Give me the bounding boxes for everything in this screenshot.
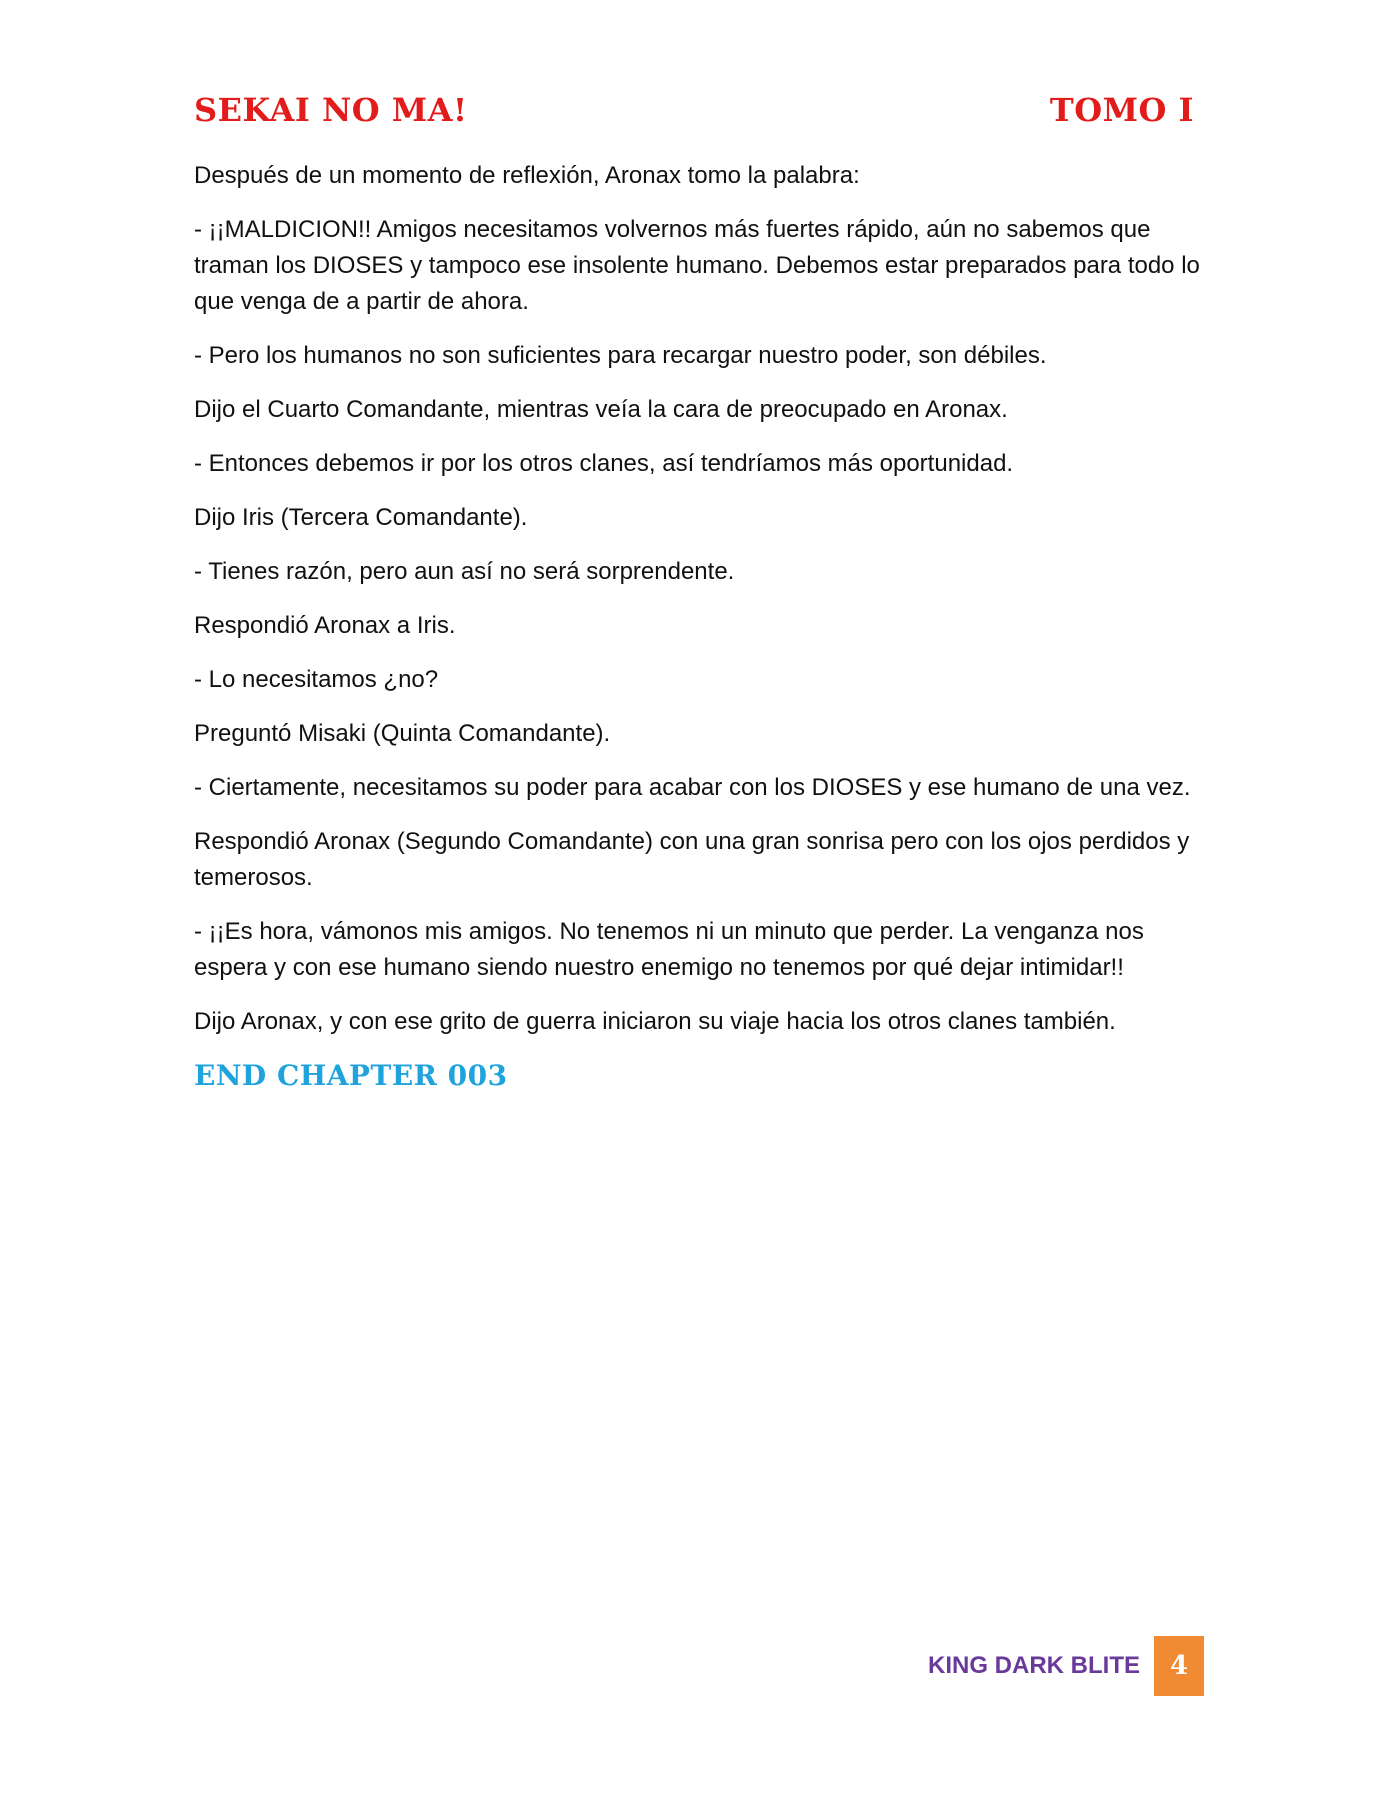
paragraph: - Lo necesitamos ¿no? [194, 666, 439, 693]
paragraph: Dijo el Cuarto Comandante, mientras veía la cara de preocupado en Aronax. [194, 396, 1008, 423]
page-footer [928, 1636, 1204, 1696]
volume-label: TOMO I [1049, 91, 1194, 129]
paragraph: Preguntó Misaki (Quinta Comandante). [194, 720, 611, 747]
paragraph: Dijo Iris (Tercera Comandante). [194, 504, 528, 531]
page-number-badge: 4 [1154, 1636, 1204, 1696]
book-title: SEKAI NO MA! [194, 91, 468, 129]
paragraph: - ¡¡Es hora, vámonos mis amigos. No tenemos ni un minuto que perder. La venganza nos espera y con ese humano siendo nuestro enemigo no tenemos por qué dejar intimidar!! [194, 918, 1144, 981]
paragraph: Después de un momento de reflexión, Aronax tomo la palabra: [194, 162, 860, 189]
paragraph: - Entonces debemos ir por los otros clanes, así tendríamos más oportunidad. [194, 450, 1014, 477]
author-name: KING DARK BLITE [928, 1652, 1140, 1679]
page-header [194, 88, 1194, 132]
paragraph: - Pero los humanos no son suficientes para recargar nuestro poder, son débiles. [194, 342, 1047, 369]
paragraph: - ¡¡MALDICION!! Amigos necesitamos volvernos más fuertes rápido, aún no sabemos que traman los DIOSES y tampoco ese insolente humano. Debemos estar preparados para todo lo que venga de a partir de ahora. [194, 216, 1200, 315]
paragraph: Dijo Aronax, y con ese grito de guerra iniciaron su viaje hacia los otros clanes también. [194, 1008, 1116, 1035]
chapter-body [194, 158, 1204, 1094]
paragraph: - Tienes razón, pero aun así no será sorprendente. [194, 558, 735, 585]
paragraph: Respondió Aronax a Iris. [194, 612, 456, 639]
paragraph: - Ciertamente, necesitamos su poder para acabar con los DIOSES y ese humano de una vez. [194, 774, 1191, 801]
end-chapter-label: END CHAPTER 003 [194, 1059, 508, 1092]
paragraph: Respondió Aronax (Segundo Comandante) con una gran sonrisa pero con los ojos perdidos y temerosos. [194, 828, 1190, 891]
